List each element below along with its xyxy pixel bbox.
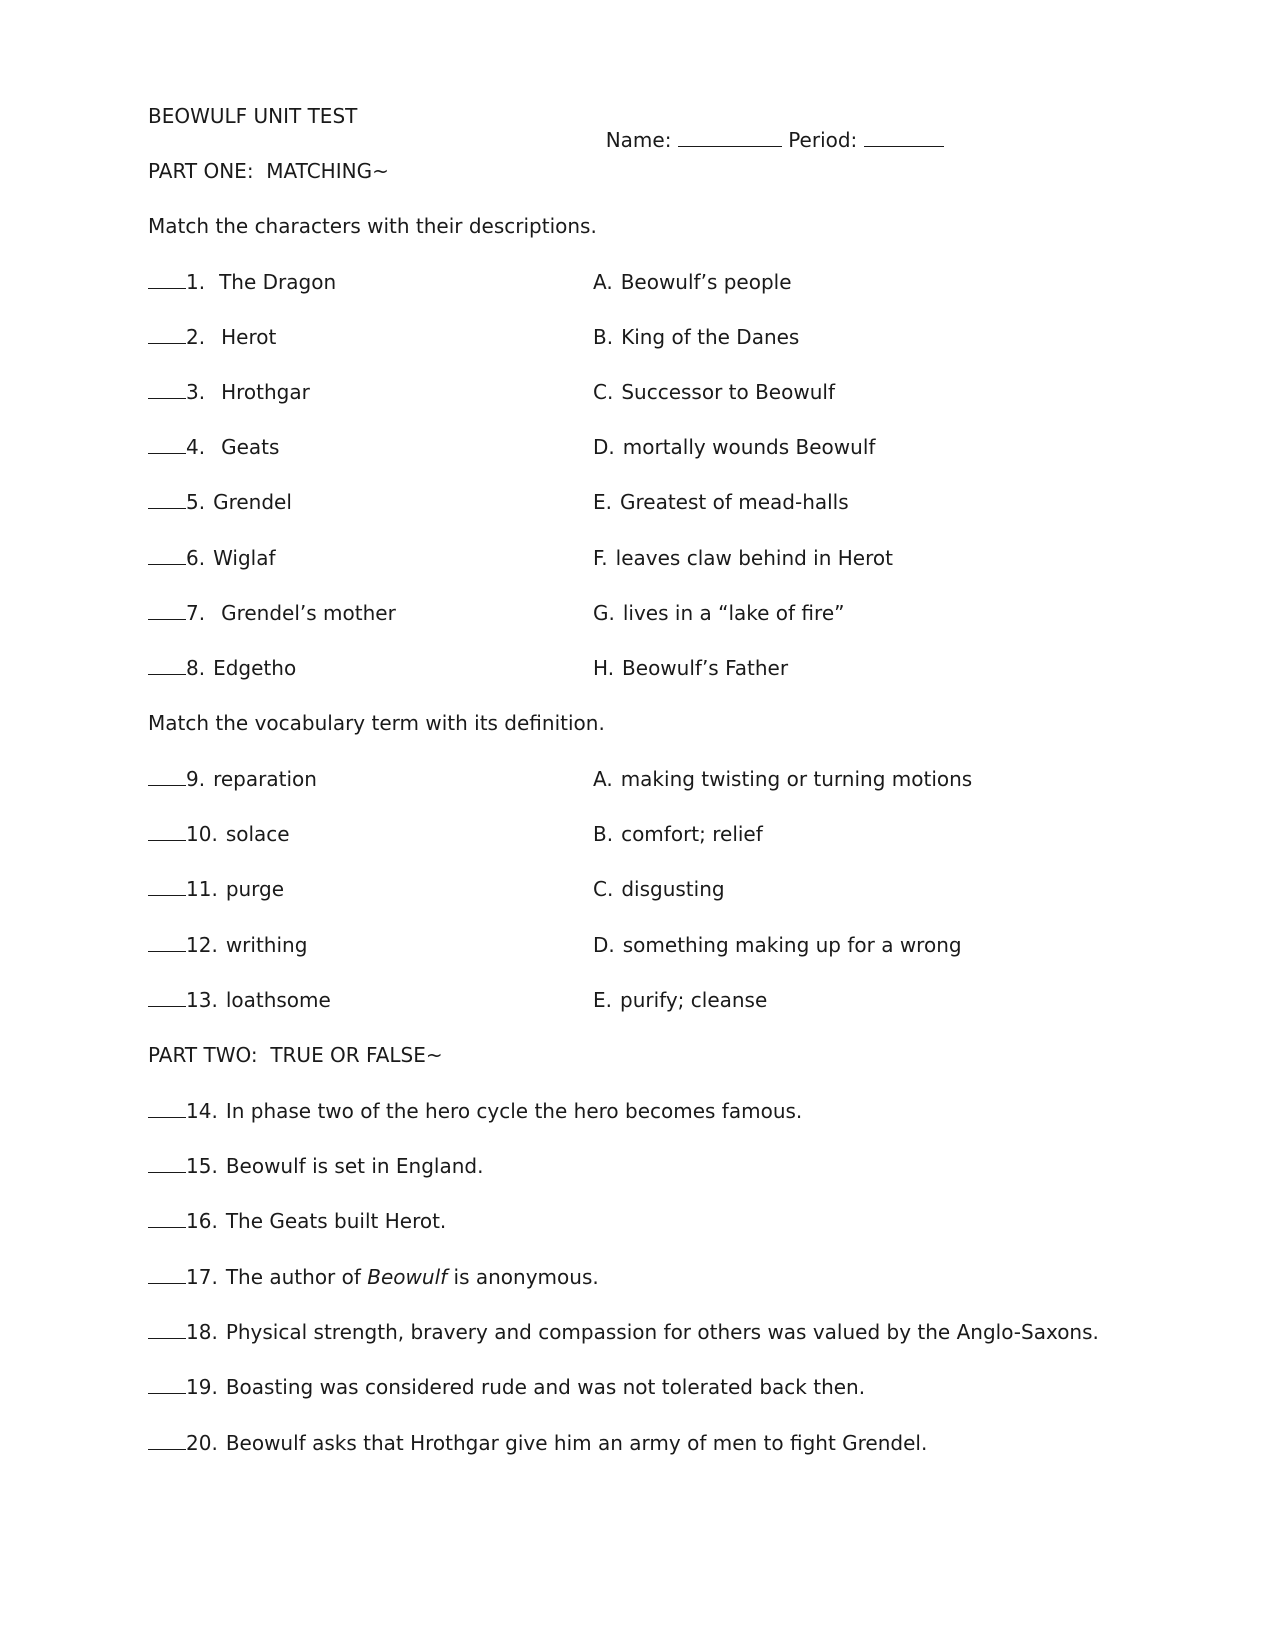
vocab-choice-a bbox=[593, 767, 972, 791]
choice-description: King of the Danes bbox=[621, 325, 800, 349]
answer-blank-2[interactable] bbox=[148, 325, 186, 344]
name-blank[interactable] bbox=[678, 128, 782, 147]
tf-question-16 bbox=[148, 1209, 446, 1233]
choice-letter: G. bbox=[593, 601, 615, 625]
part-one-heading: PART ONE: MATCHING~ bbox=[148, 159, 389, 183]
question-text: Physical strength, bravery and compassion for others was valued by the Anglo-Saxons. bbox=[225, 1320, 1099, 1344]
question-number: 9. bbox=[186, 767, 206, 791]
character-choice-g bbox=[593, 601, 844, 625]
character-choice-f bbox=[593, 546, 893, 570]
question-number: 2. bbox=[186, 325, 206, 349]
choice-description: leaves claw behind in Herot bbox=[615, 546, 893, 570]
question-term: purge bbox=[225, 877, 285, 901]
answer-blank-12[interactable] bbox=[148, 933, 186, 952]
answer-blank-10[interactable] bbox=[148, 822, 186, 841]
choice-letter: E. bbox=[593, 490, 612, 514]
choice-letter: D. bbox=[593, 435, 615, 459]
choice-description: disgusting bbox=[621, 877, 725, 901]
character-question-6 bbox=[148, 546, 276, 570]
tf-question-20 bbox=[148, 1431, 927, 1455]
character-question-4 bbox=[148, 435, 279, 459]
vocab-question-11 bbox=[148, 877, 284, 901]
question-text: Boasting was considered rude and was not tolerated back then. bbox=[225, 1375, 866, 1399]
question-text-before: The author of bbox=[225, 1265, 368, 1289]
question-number: 19. bbox=[186, 1375, 218, 1399]
vocab-choice-e bbox=[593, 988, 767, 1012]
question-term: reparation bbox=[213, 767, 317, 791]
period-blank[interactable] bbox=[864, 128, 944, 147]
choice-letter: B. bbox=[593, 822, 614, 846]
character-choice-a bbox=[593, 270, 792, 294]
question-number: 4. bbox=[186, 435, 206, 459]
question-term: writhing bbox=[225, 933, 308, 957]
question-text: In phase two of the hero cycle the hero becomes famous. bbox=[225, 1099, 803, 1123]
question-number: 11. bbox=[186, 877, 218, 901]
period-label: Period: bbox=[788, 128, 858, 152]
question-term: Herot bbox=[221, 325, 277, 349]
question-number: 12. bbox=[186, 933, 218, 957]
question-number: 17. bbox=[186, 1265, 218, 1289]
question-number: 15. bbox=[186, 1154, 218, 1178]
character-question-7 bbox=[148, 601, 396, 625]
answer-blank-16[interactable] bbox=[148, 1209, 186, 1228]
answer-blank-9[interactable] bbox=[148, 767, 186, 786]
test-title: BEOWULF UNIT TEST bbox=[148, 104, 358, 128]
question-term: loathsome bbox=[225, 988, 331, 1012]
answer-blank-14[interactable] bbox=[148, 1099, 186, 1118]
choice-description: purify; cleanse bbox=[620, 988, 768, 1012]
choice-letter: F. bbox=[593, 546, 608, 570]
character-question-3 bbox=[148, 380, 310, 404]
question-text: The Geats built Herot. bbox=[225, 1209, 447, 1233]
tf-question-14 bbox=[148, 1099, 802, 1123]
question-term: solace bbox=[225, 822, 290, 846]
answer-blank-6[interactable] bbox=[148, 546, 186, 565]
character-choice-h bbox=[593, 656, 788, 680]
question-number: 1. bbox=[186, 270, 206, 294]
character-choice-d bbox=[593, 435, 875, 459]
vocab-question-10 bbox=[148, 822, 290, 846]
question-number: 5. bbox=[186, 490, 206, 514]
vocab-question-12 bbox=[148, 933, 307, 957]
question-term: Grendel bbox=[213, 490, 292, 514]
answer-blank-17[interactable] bbox=[148, 1265, 186, 1284]
question-number: 14. bbox=[186, 1099, 218, 1123]
choice-letter: C. bbox=[593, 380, 614, 404]
question-term: Geats bbox=[221, 435, 280, 459]
choice-letter: D. bbox=[593, 933, 615, 957]
question-number: 3. bbox=[186, 380, 206, 404]
choice-letter: B. bbox=[593, 325, 614, 349]
answer-blank-11[interactable] bbox=[148, 877, 186, 896]
character-choice-e bbox=[593, 490, 849, 514]
choice-description: comfort; relief bbox=[621, 822, 763, 846]
vocab-choice-d bbox=[593, 933, 962, 957]
question-number: 18. bbox=[186, 1320, 218, 1344]
vocab-instruction: Match the vocabulary term with its definition. bbox=[148, 711, 605, 735]
choice-letter: E. bbox=[593, 988, 612, 1012]
character-question-8 bbox=[148, 656, 296, 680]
answer-blank-3[interactable] bbox=[148, 380, 186, 399]
name-label: Name: bbox=[605, 128, 672, 152]
tf-question-17 bbox=[148, 1265, 599, 1289]
answer-blank-4[interactable] bbox=[148, 435, 186, 454]
choice-description: Successor to Beowulf bbox=[621, 380, 835, 404]
choice-description: Beowulf’s people bbox=[620, 270, 792, 294]
question-text bbox=[226, 1265, 599, 1289]
part-two-heading: PART TWO: TRUE OR FALSE~ bbox=[148, 1043, 443, 1067]
tf-question-19 bbox=[148, 1375, 865, 1399]
character-choice-c bbox=[593, 380, 835, 404]
answer-blank-19[interactable] bbox=[148, 1375, 186, 1394]
question-text-after: is anonymous. bbox=[447, 1265, 599, 1289]
answer-blank-8[interactable] bbox=[148, 656, 186, 675]
question-number: 16. bbox=[186, 1209, 218, 1233]
choice-description: something making up for a wrong bbox=[622, 933, 962, 957]
choice-description: Beowulf’s Father bbox=[622, 656, 789, 680]
question-term: Hrothgar bbox=[221, 380, 310, 404]
name-period-line bbox=[593, 104, 944, 152]
question-number: 8. bbox=[186, 656, 206, 680]
vocab-question-13 bbox=[148, 988, 331, 1012]
answer-blank-20[interactable] bbox=[148, 1431, 186, 1450]
vocab-choice-c bbox=[593, 877, 725, 901]
question-number: 7. bbox=[186, 601, 206, 625]
answer-blank-1[interactable] bbox=[148, 270, 186, 289]
answer-blank-15[interactable] bbox=[148, 1154, 186, 1173]
question-number: 6. bbox=[186, 546, 206, 570]
choice-letter: C. bbox=[593, 877, 614, 901]
book-title: Beowulf bbox=[367, 1265, 448, 1289]
character-choice-b bbox=[593, 325, 799, 349]
characters-instruction: Match the characters with their descriptions. bbox=[148, 214, 597, 238]
choice-description: making twisting or turning motions bbox=[620, 767, 973, 791]
character-question-2 bbox=[148, 325, 276, 349]
question-term: The Dragon bbox=[219, 270, 337, 294]
choice-letter: A. bbox=[593, 767, 613, 791]
question-number: 10. bbox=[186, 822, 218, 846]
choice-letter: H. bbox=[593, 656, 615, 680]
choice-description: mortally wounds Beowulf bbox=[622, 435, 876, 459]
question-term: Wiglaf bbox=[213, 546, 276, 570]
tf-question-18 bbox=[148, 1320, 1099, 1344]
character-question-5 bbox=[148, 490, 292, 514]
answer-blank-13[interactable] bbox=[148, 988, 186, 1007]
vocab-choice-b bbox=[593, 822, 763, 846]
question-text: Beowulf is set in England. bbox=[225, 1154, 484, 1178]
question-number: 20. bbox=[186, 1431, 218, 1455]
choice-description: Greatest of mead-halls bbox=[620, 490, 849, 514]
question-term: Edgetho bbox=[213, 656, 297, 680]
character-question-1 bbox=[148, 270, 336, 294]
question-number: 13. bbox=[186, 988, 218, 1012]
answer-blank-7[interactable] bbox=[148, 601, 186, 620]
answer-blank-5[interactable] bbox=[148, 490, 186, 509]
answer-blank-18[interactable] bbox=[148, 1320, 186, 1339]
choice-description: lives in a “lake of fire” bbox=[622, 601, 845, 625]
vocab-question-9 bbox=[148, 767, 317, 791]
question-term: Grendel’s mother bbox=[221, 601, 396, 625]
choice-letter: A. bbox=[593, 270, 613, 294]
question-text: Beowulf asks that Hrothgar give him an army of men to fight Grendel. bbox=[225, 1431, 928, 1455]
tf-question-15 bbox=[148, 1154, 483, 1178]
